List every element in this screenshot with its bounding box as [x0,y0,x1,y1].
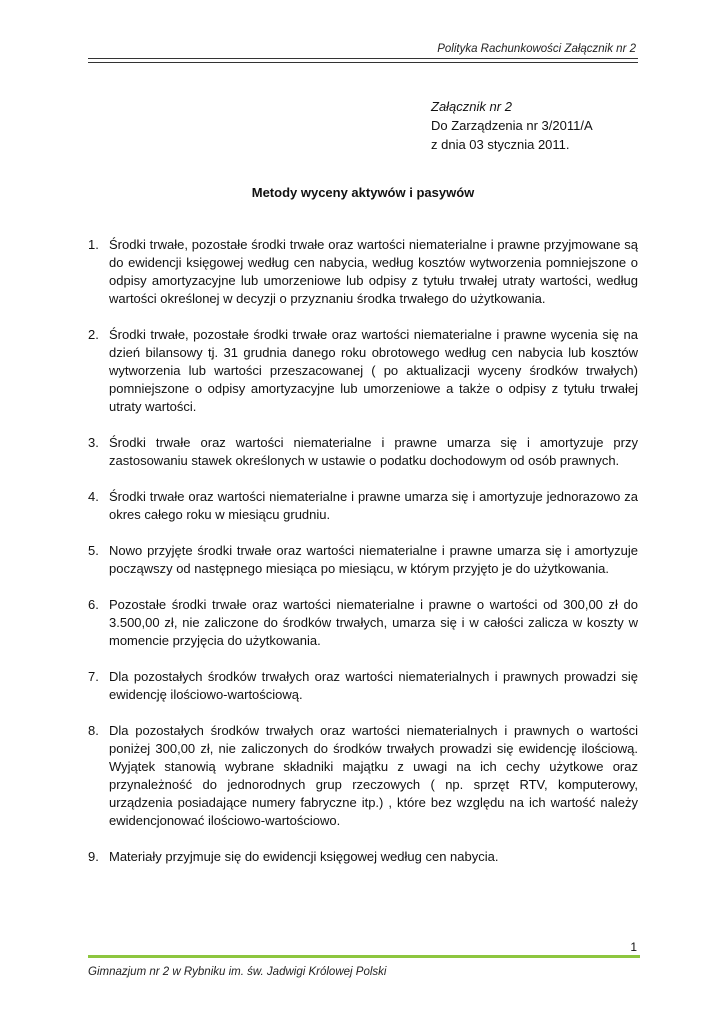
list-item [88,488,638,524]
annex-date: z dnia 03 stycznia 2011. [431,137,570,152]
header-divider-secondary [88,62,638,63]
header-divider [88,58,638,59]
list-item-number: 2. [88,327,99,342]
list-item-text: Dla pozostałych środków trwałych oraz wartości niematerialnych i prawnych o wartości poniżej 300,00 zł, nie zaliczonych do środków trwałych prowadzi się ewidencję ilościową. Wyjątek stanowią wybrane składniki majątku z uwagi na ich cechy użytkowe oraz przynależność do jednorodnych grup rzeczowych ( np. sprzęt RTV, komputerowy, urządzenia posiadające numery fabryczne itp.) , które bez względu na ich wartość należy ewidencjonować ilościowo-wartościowo. [109,723,638,828]
list-item-text: Środki trwałe oraz wartości niematerialne i prawne umarza się i amortyzuje jednorazowo za okres całego roku w miesiącu grudniu. [109,489,638,522]
list-item [88,848,638,866]
document-title: Metody wyceny aktywów i pasywów [251,185,475,200]
page-number: 1 [630,940,637,954]
list-item-number: 1. [88,237,99,252]
list-item-number: 8. [88,723,99,738]
list-item [88,326,638,416]
list-item-text: Środki trwałe, pozostałe środki trwałe oraz wartości niematerialne i prawne wycenia się na dzień bilansowy tj. 31 grudnia danego roku obrotowego według cen nabycia lub kosztów wytworzenia lub wartości przeszacowanej ( po aktualizacji wyceny środków trwałych) pomniejszone o odpisy amortyzacyjne lub umorzeniowe a także o odpisy z tytułu trwałej utraty wartości. [109,327,638,414]
list-item-number: 4. [88,489,99,504]
list-item-number: 3. [88,435,99,450]
list-item-text: Dla pozostałych środków trwałych oraz wartości niematerialnych i prawnych prowadzi się ewidencję ilościowo-wartościową. [109,669,638,702]
list-item-text: Środki trwałe, pozostałe środki trwałe oraz wartości niematerialne i prawne przyjmowane są do ewidencji księgowej według cen nabycia, według kosztów wytworzenia pomniejszone o odpisy amortyzacyjne lub umorzeniowe lub odpisy z tytułu trwałej utraty wartości, według wartości określonej w decyzji o przyznaniu środka trwałego do użytkowania. [109,237,638,306]
valuation-methods-list [88,236,638,866]
annex-block [431,97,593,154]
list-item-number: 6. [88,597,99,612]
list-item-number: 5. [88,543,99,558]
list-item [88,596,638,650]
list-item-text: Pozostałe środki trwałe oraz wartości niematerialne i prawne o wartości od 300,00 zł do 3.500,00 zł, nie zaliczone do środków trwałych, umarza się i w całości zalicza w koszty w momencie przyjęcia do użytkowania. [109,597,638,648]
running-footer: Gimnazjum nr 2 w Rybniku im. św. Jadwigi Królowej Polski [88,966,387,978]
list-item-number: 9. [88,849,99,864]
footer-divider [88,955,640,958]
list-item [88,542,638,578]
list-item-text: Nowo przyjęte środki trwałe oraz wartości niematerialne i prawne umarza się i amortyzuje począwszy od następnego miesiąca po miesiącu, w którym przyjęto je do użytkowania. [109,543,638,576]
list-item [88,236,638,308]
list-item-text: Środki trwałe oraz wartości niematerialne i prawne umarza się i amortyzuje przy zastosowaniu stawek określonych w ustawie o podatku dochodowym od osób prawnych. [109,435,638,468]
annex-number: Załącznik nr 2 [431,99,512,114]
annex-regulation: Do Zarządzenia nr 3/2011/A [431,118,593,133]
list-item-number: 7. [88,669,99,684]
list-item [88,668,638,704]
list-item [88,434,638,470]
running-header: Polityka Rachunkowości Załącznik nr 2 [437,43,636,55]
list-item-text: Materiały przyjmuje się do ewidencji księgowej według cen nabycia. [109,849,499,864]
list-item [88,722,638,830]
